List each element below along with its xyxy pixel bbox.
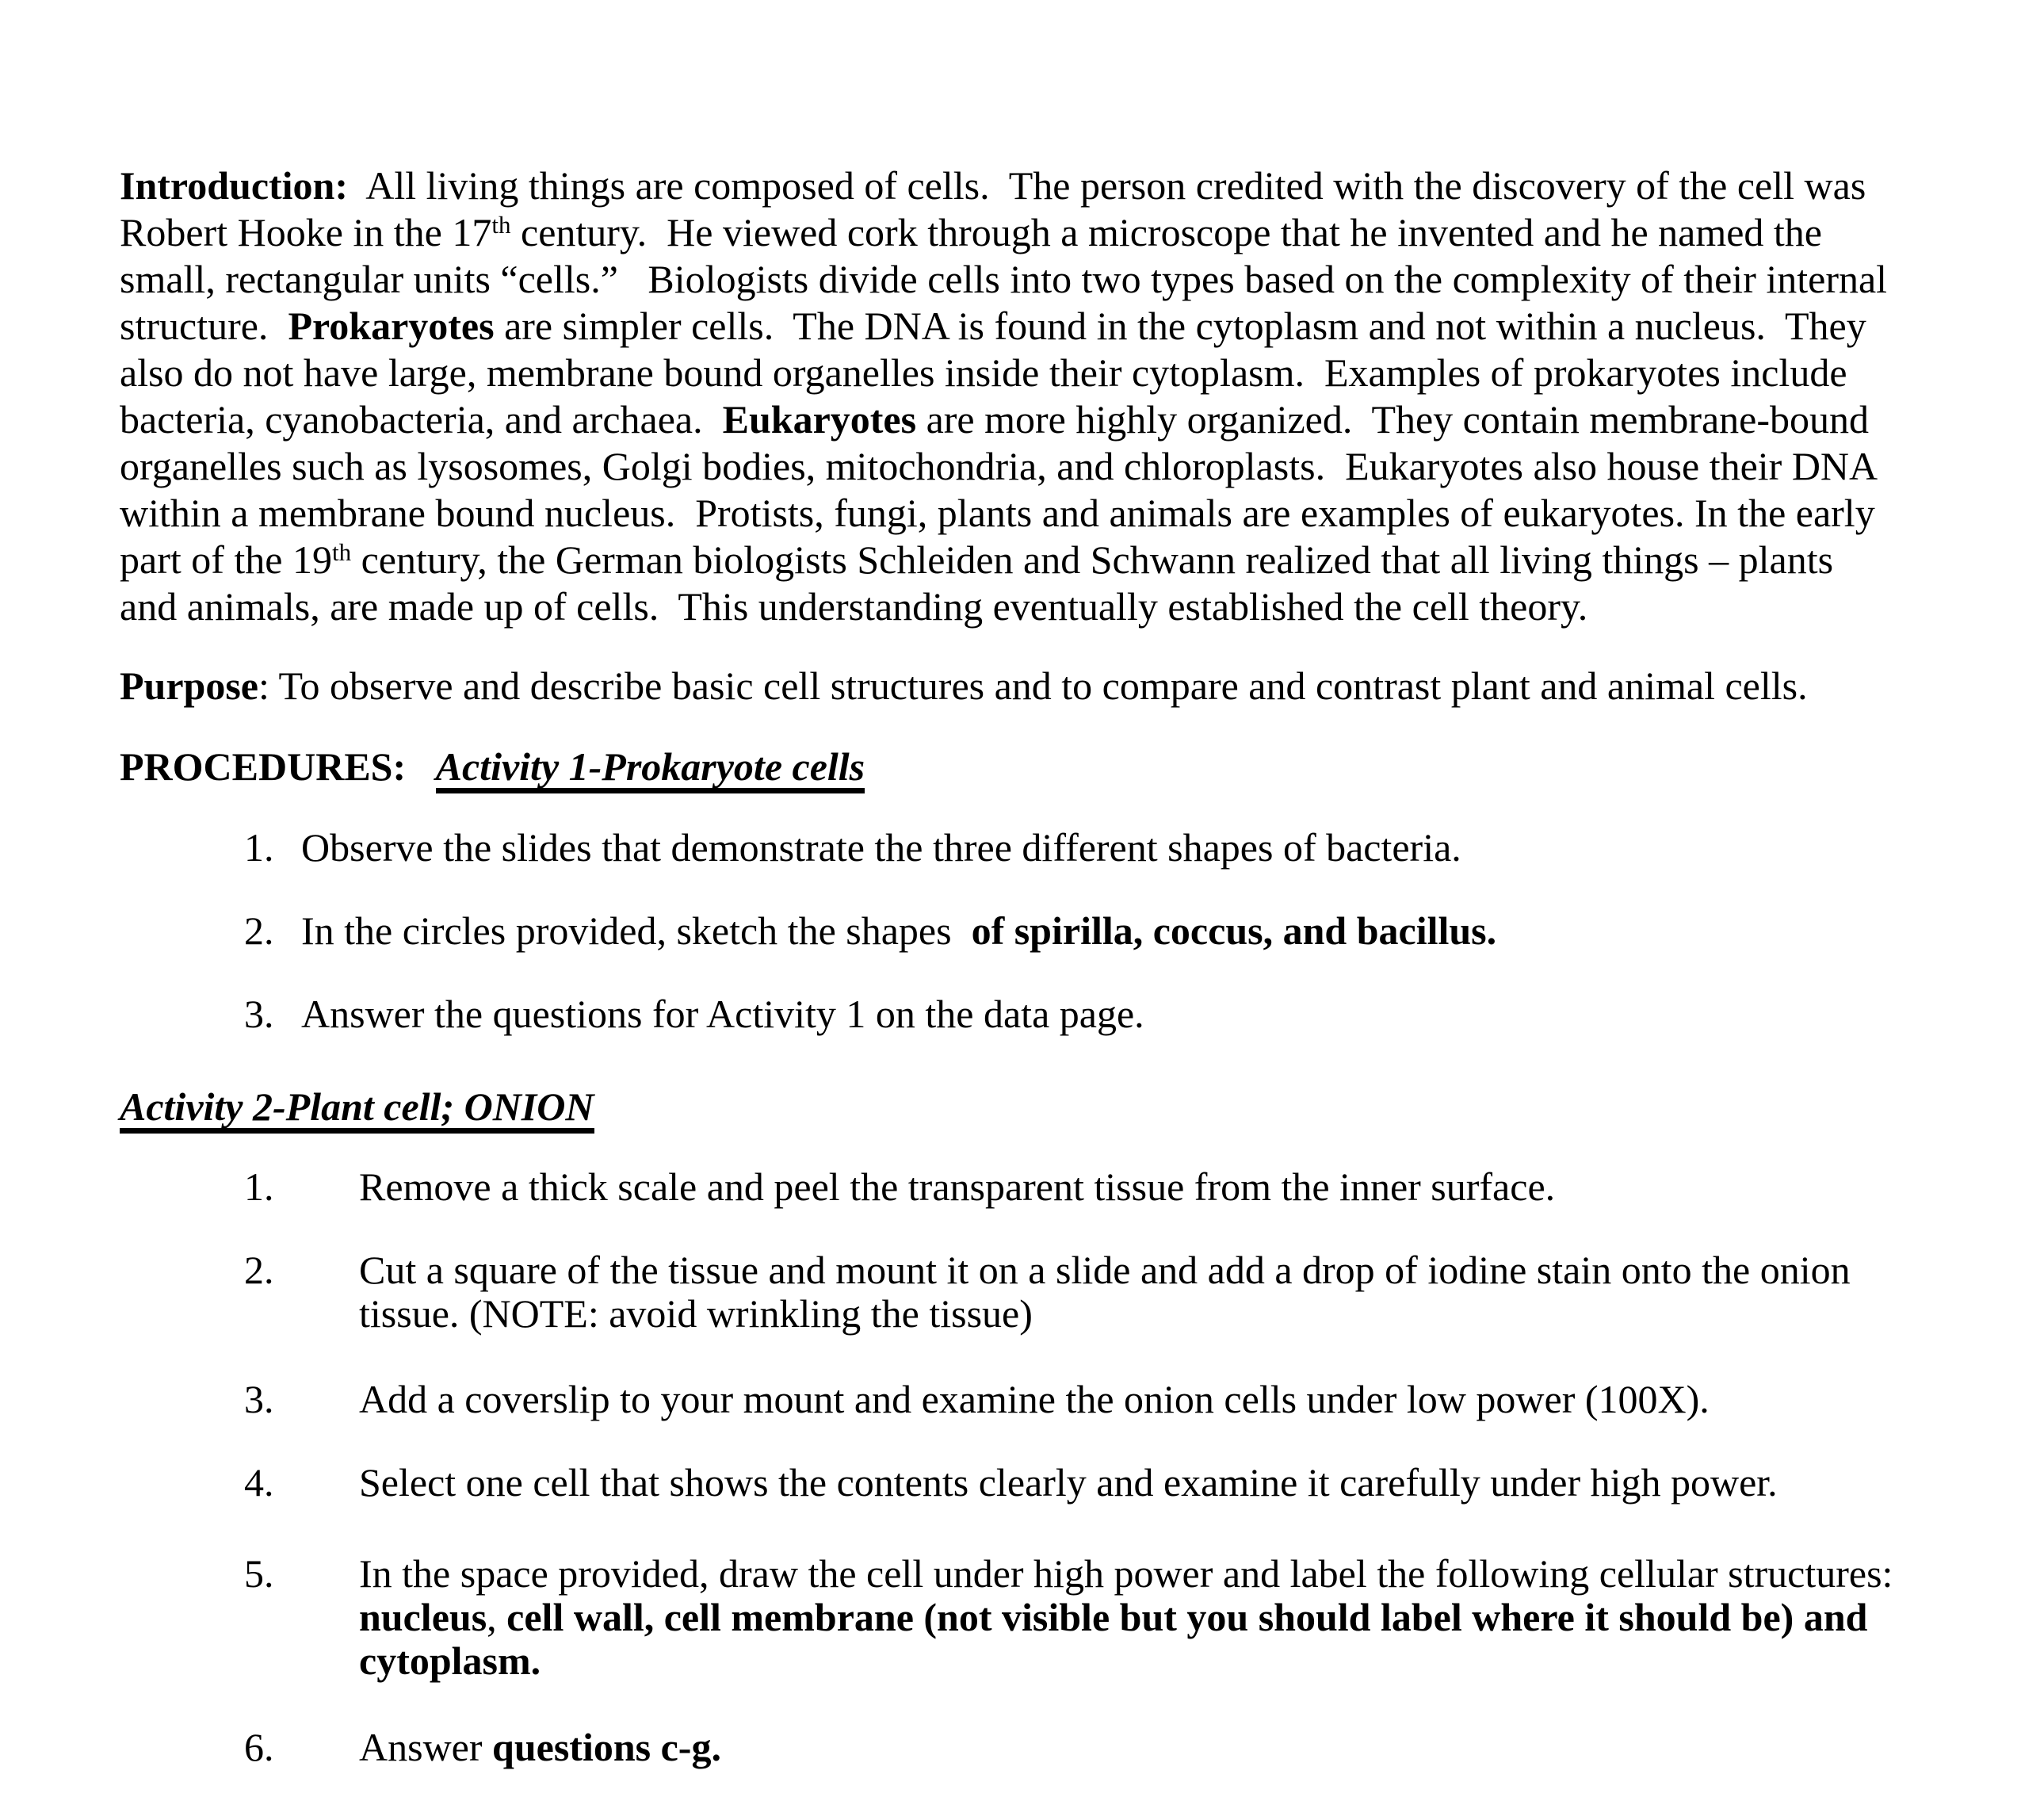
text-line [120,490,1977,537]
step-text [359,1165,1977,1209]
text-run: and animals, are made up of cells. This understanding eventually established the cell theory. [120,584,1588,629]
step-number: 3. [244,1377,274,1421]
list-item [244,1461,1977,1505]
text-line [120,350,1977,396]
text-run: th [331,538,352,566]
text-run: cell wall, cell membrane (not visible but you should label where it should be) and [506,1595,1868,1639]
text-run: Add a coverslip to your mount and examine the onion cells under low power (100X). [359,1377,1710,1421]
text-run [406,744,436,789]
text-run: Answer the questions for Activity 1 on the data page. [301,992,1144,1036]
text-run: In the circles provided, sketch the shapes [301,908,972,953]
text-run: Activity 1-Prokaryote cells [436,746,865,793]
text-run: Eukaryotes [722,397,917,442]
text-line [120,537,1977,583]
step-text [301,909,1977,953]
text-line [359,1596,1977,1639]
text-run: cytoplasm. [359,1638,541,1683]
text-line [120,443,1977,490]
step-text [359,1552,1977,1683]
step-text [359,1248,1977,1336]
step-number: 5. [244,1551,274,1596]
step-number: 2. [244,1248,274,1292]
text-run: organelles such as lysosomes, Golgi bodies, mitochondria, and chloroplasts. Eukaryotes also house their DNA [120,444,1878,488]
text-run: within a membrane bound nucleus. Protists, fungi, plants and animals are examples of eukaryotes. In the early [120,491,1875,535]
text-run: Activity 2-Plant cell; ONION [120,1086,594,1134]
purpose-line [120,663,1977,709]
text-line [120,303,1977,350]
text-line [359,1378,1977,1421]
activity1-step-list [244,826,1977,1036]
text-run: PROCEDURES: [120,744,407,789]
list-item [244,1552,1977,1683]
step-number: 6. [244,1725,274,1769]
step-text [359,1461,1977,1505]
list-item [244,1248,1977,1336]
text-run: are more highly organized. They contain membrane-bound [916,397,1870,442]
text-line [359,1165,1977,1209]
step-number: 2. [244,908,274,953]
list-item [244,909,1977,953]
activity2-step-list [244,1165,1977,1769]
list-item [244,992,1977,1036]
step-text [359,1726,1977,1769]
text-run: small, rectangular units “cells.” Biologists divide cells into two types based on the complexity of their internal [120,257,1888,301]
text-line [359,1292,1977,1336]
text-line [301,992,1977,1036]
list-item [244,826,1977,870]
text-run: th [491,211,511,239]
text-run: Purpose [120,663,258,708]
text-run: structure. [120,304,288,348]
text-run: : To observe and describe basic cell structures and to compare and contrast plant and animal cells. [258,663,1808,708]
text-run: century, the German biologists Schleiden and Schwann realized that all living things – plants [351,537,1834,582]
text-line [359,1639,1977,1683]
step-text [301,992,1977,1036]
text-line [120,256,1977,303]
text-line [359,1726,1977,1769]
text-run: In the space provided, draw the cell under high power and label the following cellular structures: [359,1551,1893,1596]
list-item [244,1726,1977,1769]
text-line [359,1248,1977,1292]
text-run: Select one cell that shows the contents clearly and examine it carefully under high power. [359,1460,1778,1505]
text-run: also do not have large, membrane bound organelles inside their cytoplasm. Examples of prokaryotes include [120,350,1847,395]
text-line [120,209,1977,256]
text-run: , [487,1595,507,1639]
text-line [359,1461,1977,1505]
text-run: Robert Hooke in the 17 [120,210,492,254]
text-run: bacteria, cyanobacteria, and archaea. [120,397,723,442]
introduction-paragraph [120,162,1977,630]
text-run: Cut a square of the tissue and mount it on a slide and add a drop of iodine stain onto the onion [359,1248,1851,1292]
step-number: 1. [244,825,274,870]
list-item [244,1378,1977,1421]
activity2-heading [120,1084,1977,1134]
step-number: 1. [244,1164,274,1209]
text-line [301,909,1977,953]
text-run: of spirilla, coccus, and bacillus. [971,908,1497,953]
text-run: Answer [359,1725,493,1769]
text-run: Introduction: [120,163,349,208]
text-run: century. He viewed cork through a microscope that he invented and he named the [510,210,1822,254]
text-run: Observe the slides that demonstrate the three different shapes of bacteria. [301,825,1461,870]
step-number: 4. [244,1460,274,1505]
text-line [120,162,1977,209]
step-text [359,1378,1977,1421]
text-run: Remove a thick scale and peel the transparent tissue from the inner surface. [359,1164,1556,1209]
text-line [120,396,1977,443]
text-run: questions c-g. [492,1725,721,1769]
text-run: are simpler cells. The DNA is found in the cytoplasm and not within a nucleus. They [494,304,1866,348]
text-line [120,583,1977,630]
text-run: tissue. (NOTE: avoid wrinkling the tissue) [359,1291,1033,1336]
text-run: Prokaryotes [288,304,495,348]
text-run: nucleus [359,1595,487,1639]
text-run: part of the 19 [120,537,332,582]
step-number: 3. [244,992,274,1036]
text-line [359,1552,1977,1596]
text-run: All living things are composed of cells. The person credited with the discovery of the cell was [348,163,1866,208]
list-item [244,1165,1977,1209]
procedures-heading [120,744,1977,793]
text-line [301,826,1977,870]
step-text [301,826,1977,870]
